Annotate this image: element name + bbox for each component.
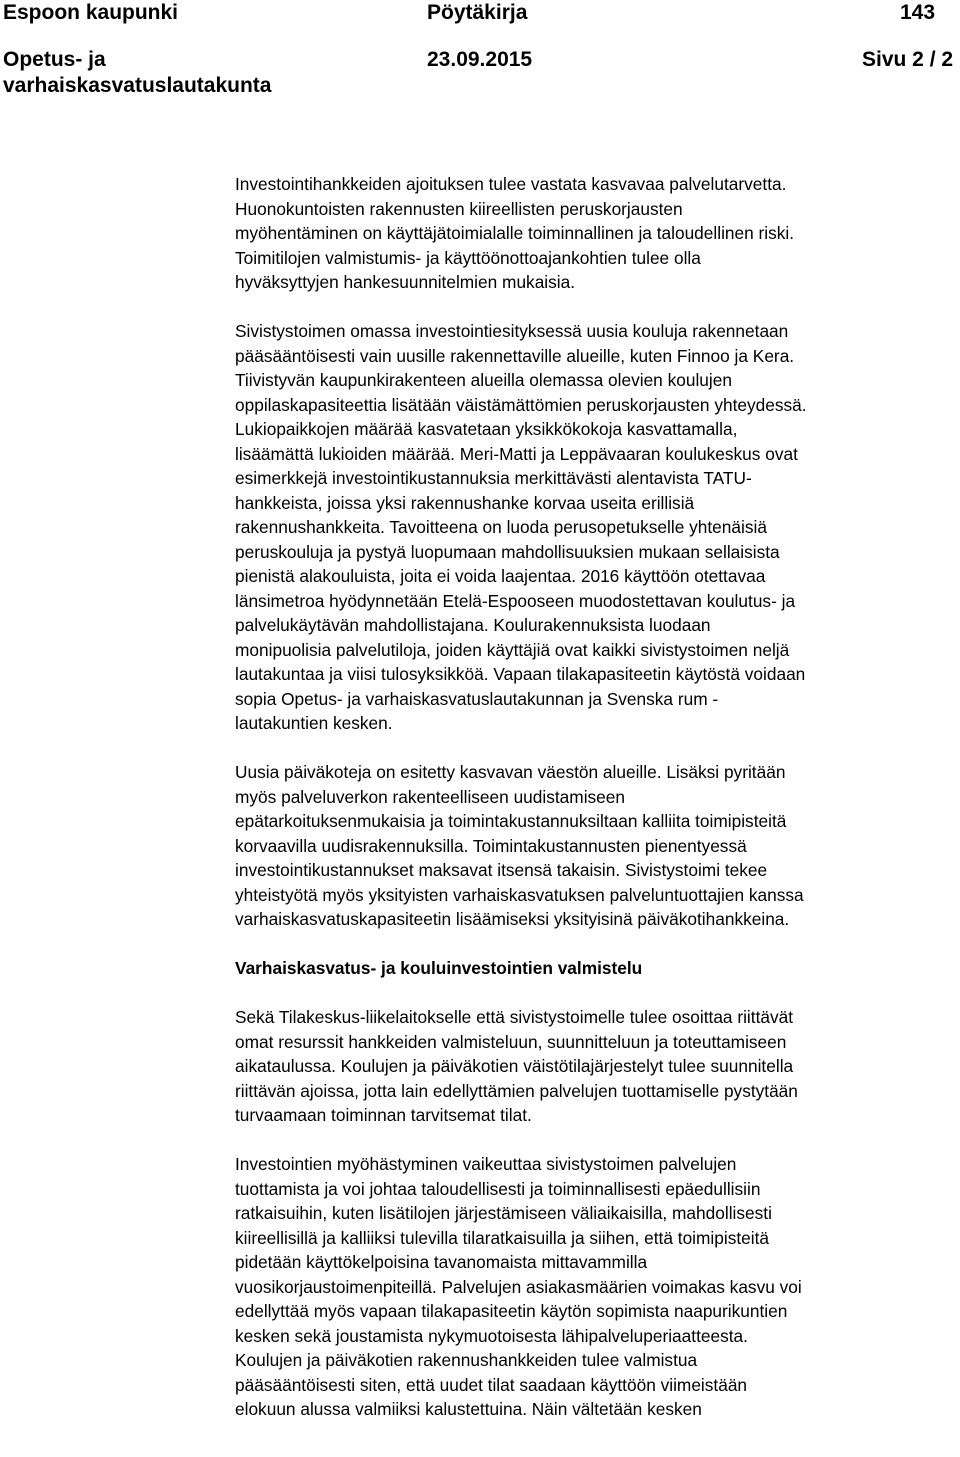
page-indicator: Sivu 2 / 2: [862, 48, 954, 71]
meeting-date: 23.09.2015: [427, 48, 533, 71]
document-body: [235, 172, 960, 1446]
paragraph-daycare-investments: Uusia päiväkoteja on esitetty kasvavan väestön alueille. Lisäksi pyritään myös palveluverkon rakenteelliseen uudistamiseen epätarkoituksenmukaisia ja toimintakustannuksiltaan kalliita toimipisteitä korvaavilla uudisrakennuksilla. Toimintakustannusten pienentyessä investointikustannukset maksavat itsensä takaisin. Sivistystoimi tekee yhteistyötä myös yksityisten varhaiskasvatuksen palveluntuottajien kanssa varhaiskasvatuskapasiteetin lisäämiseksi yksityisinä päiväkotihankkeina.: [235, 762, 804, 929]
organization-name: Espoon kaupunki: [3, 1, 179, 24]
paragraph-delays: Investointien myöhästyminen vaikeuttaa sivistystoimen palvelujen tuottamista ja voi johtaa taloudellisesti ja toiminnallisesti epäedullisiin ratkaisuihin, kuten lisätilojen järjestämiseen väliaikaisilla, mahdollisesti kiireellisillä ja kalliiksi tulevilla tilaratkaisuilla ja siihen, että toimipisteitä pidetään käyttökelpoisina tavanomaista mittavammilla vuosikorjaustoimenpiteillä. Palvelujen asiakasmäärien voimakas kasvu voi edellyttää myös vapaan tilakapasiteetin käytön sopimista naapurikuntien kesken sekä joustamista nykymuotoisesta lähipalveluperiaatteesta. Koulujen ja päiväkotien rakennushankkeiden tulee valmistua pääsääntöisesti siten, että uudet tilat saadaan käyttöön viimeistään elokuun alussa valmiiksi kalustettuina. Näin vältetään kesken: [235, 1154, 802, 1419]
board-name: Opetus- ja varhaiskasvatuslautakunta: [3, 48, 272, 97]
paragraph-investment-timing: Investointihankkeiden ajoituksen tulee vastata kasvavaa palvelutarvetta. Huonokuntoisten rakennusten kiireellisten peruskorjausten myöhentäminen on käyttäjätoimialalle toiminnallinen ja taloudellinen riski. Toimitilojen valmistumis- ja käyttöönottoajankohtien tulee olla hyväksyttyjen hankesuunnitelmien mukaisia.: [235, 174, 795, 292]
section-number: 143: [900, 1, 936, 24]
section-subheading: Varhaiskasvatus- ja kouluinvestointien valmistelu: [235, 958, 643, 978]
paragraph-resources: Sekä Tilakeskus-liikelaitokselle että sivistystoimelle tulee osoittaa riittävät omat resurssit hankkeiden valmisteluun, suunnitteluun ja toteuttamiseen aikataulussa. Koulujen ja päiväkotien väistötilajärjestelyt tulee suunnitella riittävän ajoissa, jotta lain edellyttämien palvelujen tuottamiselle pystytään turvaamaan toiminnan tarvitsemat tilat.: [235, 1007, 798, 1125]
paragraph-school-investments: Sivistystoimen omassa investointiesityksessä uusia kouluja rakennetaan pääsääntöisesti vain uusille rakennettaville alueille, kuten Finnoo ja Kera. Tiivistyvän kaupunkirakenteen alueilla olemassa olevien koulujen oppilaskapasiteettia lisätään väistämättömien peruskorjausten yhteydessä. Lukiopaikkojen määrää kasvatetaan yksikkökokoja kasvattamalla, lisäämättä lukioiden määrää. Meri-Matti ja Leppävaaran koulukeskus ovat esimerkkejä investointikustannuksia merkittävästi alentavista TATU- hankkeista, joissa yksi rakennushanke korvaa useita erillisiä rakennushankkeita. Tavoitteena on luoda perusopetukselle yhtenäisiä peruskouluja ja pystyä luopumaan mahdollisuuksien mukaan sellaisista pienistä alakouluista, joita ei voida laajentaa. 2016 käyttöön otettavaa länsimetroa hyödynnetään Etelä-Espooseen muodostettavan koulutus- ja palvelukäytävän mahdollistajana. Koulurakennuksista luodaan monipuolisia palvelutiloja, joiden käyttäjiä ovat kaikki sivistystoimen neljä lautakuntaa ja viisi tulosyksikköä. Vapaan tilakapasiteetin käytöstä voidaan sopia Opetus- ja varhaiskasvatuslautakunnan ja Svenska rum - lautakuntien kesken.: [235, 321, 807, 733]
document-type: Pöytäkirja: [427, 1, 528, 24]
